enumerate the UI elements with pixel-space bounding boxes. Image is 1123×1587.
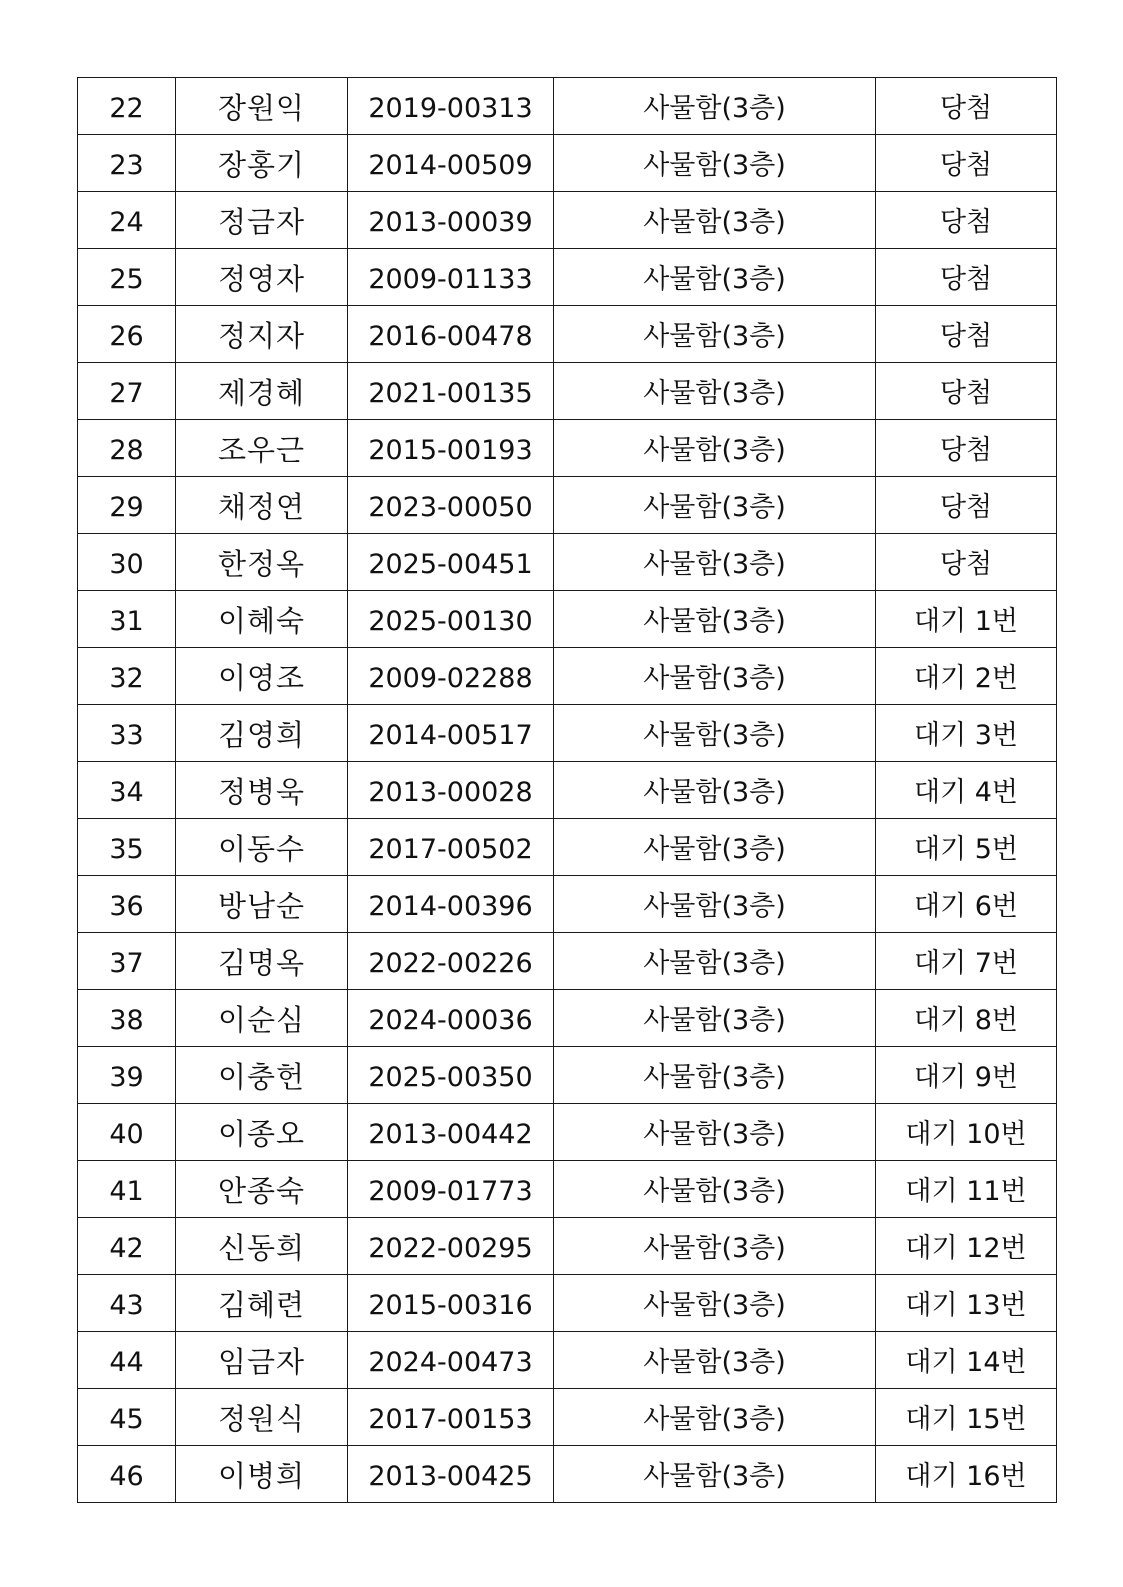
- result-status-cell: 당첨: [876, 477, 1057, 534]
- row-number-cell: 39: [78, 1047, 176, 1104]
- row-number-cell: 33: [78, 705, 176, 762]
- row-number-cell: 23: [78, 135, 176, 192]
- member-name-cell: 이동수: [176, 819, 348, 876]
- item-cell: 사물함(3층): [554, 876, 876, 933]
- member-name-cell: 제경혜: [176, 363, 348, 420]
- row-number-cell: 36: [78, 876, 176, 933]
- member-name-cell: 정병욱: [176, 762, 348, 819]
- member-id-cell: 2017-00153: [348, 1389, 554, 1446]
- member-name-cell: 장홍기: [176, 135, 348, 192]
- table-row: [78, 933, 1057, 990]
- item-cell: 사물함(3층): [554, 1332, 876, 1389]
- member-name-cell: 조우근: [176, 420, 348, 477]
- row-number-cell: 42: [78, 1218, 176, 1275]
- result-status-cell: 대기 7번: [876, 933, 1057, 990]
- member-id-cell: 2024-00036: [348, 990, 554, 1047]
- member-name-cell: 안종숙: [176, 1161, 348, 1218]
- table-row: [78, 1446, 1057, 1503]
- result-status-cell: 대기 10번: [876, 1104, 1057, 1161]
- result-status-cell: 대기 11번: [876, 1161, 1057, 1218]
- table-row: [78, 534, 1057, 591]
- item-cell: 사물함(3층): [554, 1389, 876, 1446]
- result-status-cell: 당첨: [876, 192, 1057, 249]
- item-cell: 사물함(3층): [554, 648, 876, 705]
- table-row: [78, 1047, 1057, 1104]
- member-id-cell: 2016-00478: [348, 306, 554, 363]
- table-row: [78, 819, 1057, 876]
- table-row: [78, 1104, 1057, 1161]
- item-cell: 사물함(3층): [554, 192, 876, 249]
- result-status-cell: 당첨: [876, 249, 1057, 306]
- result-status-cell: 당첨: [876, 78, 1057, 135]
- item-cell: 사물함(3층): [554, 1218, 876, 1275]
- item-cell: 사물함(3층): [554, 477, 876, 534]
- table-row: [78, 762, 1057, 819]
- member-id-cell: 2025-00130: [348, 591, 554, 648]
- member-name-cell: 한정옥: [176, 534, 348, 591]
- result-status-cell: 대기 4번: [876, 762, 1057, 819]
- table-row: [78, 420, 1057, 477]
- item-cell: 사물함(3층): [554, 990, 876, 1047]
- row-number-cell: 43: [78, 1275, 176, 1332]
- item-cell: 사물함(3층): [554, 306, 876, 363]
- table-body: [78, 78, 1057, 1503]
- member-id-cell: 2009-02288: [348, 648, 554, 705]
- member-id-cell: 2025-00451: [348, 534, 554, 591]
- row-number-cell: 22: [78, 78, 176, 135]
- result-status-cell: 당첨: [876, 363, 1057, 420]
- item-cell: 사물함(3층): [554, 591, 876, 648]
- member-id-cell: 2014-00396: [348, 876, 554, 933]
- member-id-cell: 2019-00313: [348, 78, 554, 135]
- table-row: [78, 1332, 1057, 1389]
- item-cell: 사물함(3층): [554, 1047, 876, 1104]
- member-id-cell: 2022-00226: [348, 933, 554, 990]
- member-id-cell: 2009-01133: [348, 249, 554, 306]
- lottery-results-table: [77, 77, 1057, 1503]
- member-name-cell: 정영자: [176, 249, 348, 306]
- item-cell: 사물함(3층): [554, 534, 876, 591]
- item-cell: 사물함(3층): [554, 1104, 876, 1161]
- item-cell: 사물함(3층): [554, 363, 876, 420]
- item-cell: 사물함(3층): [554, 1161, 876, 1218]
- result-status-cell: 대기 9번: [876, 1047, 1057, 1104]
- member-name-cell: 김혜련: [176, 1275, 348, 1332]
- table-row: [78, 363, 1057, 420]
- row-number-cell: 37: [78, 933, 176, 990]
- member-id-cell: 2013-00425: [348, 1446, 554, 1503]
- member-name-cell: 방남순: [176, 876, 348, 933]
- item-cell: 사물함(3층): [554, 420, 876, 477]
- row-number-cell: 46: [78, 1446, 176, 1503]
- table-row: [78, 192, 1057, 249]
- member-id-cell: 2022-00295: [348, 1218, 554, 1275]
- member-id-cell: 2013-00442: [348, 1104, 554, 1161]
- table-row: [78, 705, 1057, 762]
- row-number-cell: 35: [78, 819, 176, 876]
- member-name-cell: 이영조: [176, 648, 348, 705]
- table-row: [78, 1275, 1057, 1332]
- result-status-cell: 당첨: [876, 135, 1057, 192]
- table-row: [78, 78, 1057, 135]
- table-row: [78, 477, 1057, 534]
- table-row: [78, 306, 1057, 363]
- result-status-cell: 대기 6번: [876, 876, 1057, 933]
- member-name-cell: 이종오: [176, 1104, 348, 1161]
- result-status-cell: 대기 12번: [876, 1218, 1057, 1275]
- row-number-cell: 44: [78, 1332, 176, 1389]
- result-status-cell: 대기 13번: [876, 1275, 1057, 1332]
- member-name-cell: 이충헌: [176, 1047, 348, 1104]
- row-number-cell: 30: [78, 534, 176, 591]
- row-number-cell: 41: [78, 1161, 176, 1218]
- item-cell: 사물함(3층): [554, 819, 876, 876]
- member-name-cell: 김영희: [176, 705, 348, 762]
- member-id-cell: 2017-00502: [348, 819, 554, 876]
- member-name-cell: 이순심: [176, 990, 348, 1047]
- table-row: [78, 648, 1057, 705]
- result-status-cell: 당첨: [876, 420, 1057, 477]
- table-row: [78, 1161, 1057, 1218]
- item-cell: 사물함(3층): [554, 135, 876, 192]
- table-row: [78, 1218, 1057, 1275]
- row-number-cell: 25: [78, 249, 176, 306]
- row-number-cell: 34: [78, 762, 176, 819]
- member-id-cell: 2024-00473: [348, 1332, 554, 1389]
- table-row: [78, 1389, 1057, 1446]
- table-row: [78, 876, 1057, 933]
- item-cell: 사물함(3층): [554, 933, 876, 990]
- result-status-cell: 당첨: [876, 306, 1057, 363]
- member-id-cell: 2009-01773: [348, 1161, 554, 1218]
- row-number-cell: 45: [78, 1389, 176, 1446]
- item-cell: 사물함(3층): [554, 78, 876, 135]
- result-status-cell: 대기 1번: [876, 591, 1057, 648]
- result-status-cell: 대기 2번: [876, 648, 1057, 705]
- member-name-cell: 정원식: [176, 1389, 348, 1446]
- member-name-cell: 이혜숙: [176, 591, 348, 648]
- row-number-cell: 40: [78, 1104, 176, 1161]
- result-status-cell: 대기 15번: [876, 1389, 1057, 1446]
- row-number-cell: 24: [78, 192, 176, 249]
- result-status-cell: 대기 16번: [876, 1446, 1057, 1503]
- item-cell: 사물함(3층): [554, 249, 876, 306]
- row-number-cell: 29: [78, 477, 176, 534]
- table-row: [78, 249, 1057, 306]
- result-status-cell: 대기 14번: [876, 1332, 1057, 1389]
- result-status-cell: 대기 8번: [876, 990, 1057, 1047]
- member-id-cell: 2025-00350: [348, 1047, 554, 1104]
- result-status-cell: 당첨: [876, 534, 1057, 591]
- row-number-cell: 28: [78, 420, 176, 477]
- member-id-cell: 2015-00316: [348, 1275, 554, 1332]
- member-name-cell: 임금자: [176, 1332, 348, 1389]
- member-id-cell: 2013-00039: [348, 192, 554, 249]
- member-name-cell: 정지자: [176, 306, 348, 363]
- member-name-cell: 신동희: [176, 1218, 348, 1275]
- member-name-cell: 이병희: [176, 1446, 348, 1503]
- row-number-cell: 38: [78, 990, 176, 1047]
- member-id-cell: 2023-00050: [348, 477, 554, 534]
- result-status-cell: 대기 3번: [876, 705, 1057, 762]
- member-name-cell: 채정연: [176, 477, 348, 534]
- member-name-cell: 장원익: [176, 78, 348, 135]
- member-name-cell: 김명옥: [176, 933, 348, 990]
- item-cell: 사물함(3층): [554, 1446, 876, 1503]
- member-name-cell: 정금자: [176, 192, 348, 249]
- table-row: [78, 591, 1057, 648]
- row-number-cell: 32: [78, 648, 176, 705]
- member-id-cell: 2014-00517: [348, 705, 554, 762]
- item-cell: 사물함(3층): [554, 1275, 876, 1332]
- member-id-cell: 2013-00028: [348, 762, 554, 819]
- member-id-cell: 2014-00509: [348, 135, 554, 192]
- table-row: [78, 135, 1057, 192]
- row-number-cell: 26: [78, 306, 176, 363]
- member-id-cell: 2021-00135: [348, 363, 554, 420]
- result-status-cell: 대기 5번: [876, 819, 1057, 876]
- member-id-cell: 2015-00193: [348, 420, 554, 477]
- table-row: [78, 990, 1057, 1047]
- item-cell: 사물함(3층): [554, 705, 876, 762]
- item-cell: 사물함(3층): [554, 762, 876, 819]
- row-number-cell: 31: [78, 591, 176, 648]
- row-number-cell: 27: [78, 363, 176, 420]
